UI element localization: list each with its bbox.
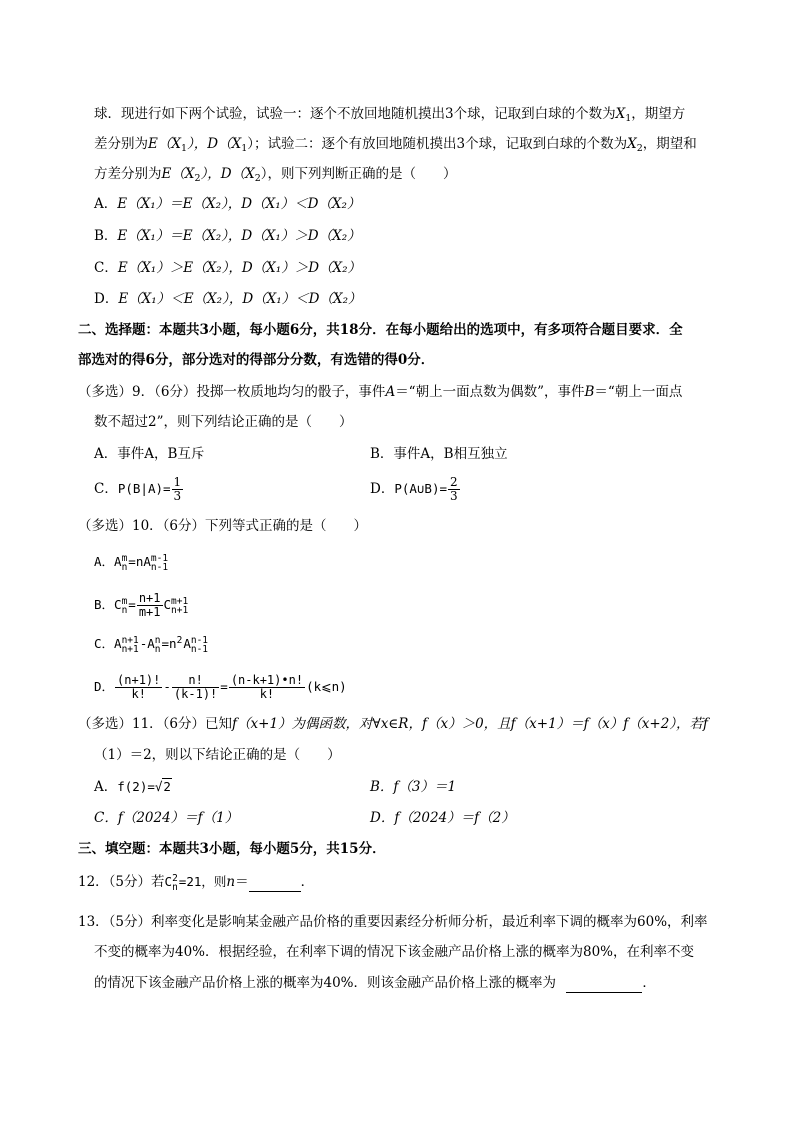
q12-end: ． — [300, 874, 315, 890]
option-label: B． — [94, 228, 118, 244]
q8-var: X — [615, 106, 626, 122]
q8-option-b[interactable] — [94, 226, 361, 246]
q10-b-comb — [114, 595, 127, 615]
q10-c-perm3 — [183, 634, 208, 654]
q8-l3b: E（X — [161, 166, 195, 182]
q8-l2-var: X — [627, 136, 637, 152]
q8-l2-sub1: 1 — [180, 143, 188, 154]
power-exponent: 2 — [176, 634, 183, 646]
perm-symbol: A — [114, 636, 122, 651]
q9-c-fraction — [172, 476, 184, 503]
q8-line2 — [94, 134, 697, 159]
q8-l2c: ），D（X — [187, 136, 242, 152]
q9-l1c: ＝“朝上一面点 — [594, 384, 683, 400]
comb-sup: m+1 — [171, 595, 189, 607]
perm-sub: n — [154, 643, 161, 655]
q8-option-c[interactable] — [94, 258, 361, 278]
q9-option-c[interactable] — [94, 476, 184, 503]
q10-d-fraction3 — [229, 674, 305, 701]
q9-d-expr: P(A∪B)= — [394, 481, 448, 496]
q12-eq: =21，则 — [178, 874, 227, 889]
q9-option-a[interactable]: A．事件A，B互斥 — [94, 446, 205, 462]
q9-event-a: A — [385, 384, 396, 400]
q8-option-a[interactable] — [94, 194, 360, 214]
sqrt-argument: 2 — [163, 779, 171, 794]
q9-l1a: （多选）9．（6分）投掷一枚质地均匀的骰子，事件 — [78, 384, 386, 400]
perm-sup: n — [154, 634, 161, 646]
q8-l3-sub1: 2 — [194, 173, 201, 184]
fraction-denominator: m+1 — [138, 605, 161, 619]
q11-option-a[interactable] — [94, 777, 172, 797]
comb-symbol: C — [114, 597, 122, 612]
comb-sub: n+1 — [171, 604, 189, 616]
q11-a-text: f(2)= — [117, 779, 155, 794]
q10-d-eq: = — [220, 679, 228, 694]
option-label: C． — [94, 260, 118, 276]
sqrt-sign: √ — [154, 779, 163, 794]
fraction-numerator: 1 — [173, 475, 182, 489]
q12-line — [78, 872, 314, 892]
comb-sup: m — [121, 595, 128, 607]
q8-l2d: ）；试验二：逐个有放回地随机摸出3个球，记取到白球的个数为 — [247, 136, 628, 152]
perm-sub: n — [121, 561, 128, 573]
q8-line1-tail: ，期望方 — [631, 106, 686, 122]
q12-equals: ＝ — [235, 874, 249, 890]
q12-prefix: 12．（5分）若 — [78, 874, 165, 890]
q11-line2: （1）＝2，则以下结论正确的是（ ） — [94, 747, 341, 763]
comb-sub: n — [121, 604, 128, 616]
option-label: A． — [94, 554, 115, 569]
option-label: D． — [370, 481, 395, 497]
q13-answer-blank[interactable] — [566, 978, 642, 993]
q8-l2-sub2: 1 — [241, 143, 248, 154]
q10-a-perm — [114, 552, 127, 572]
option-text: E（X₁）＞E（X₂），D（X₁）＞D（X₂） — [117, 260, 362, 276]
q10-option-a[interactable] — [94, 552, 169, 572]
comb-symbol: C — [163, 597, 172, 612]
q9-event-b: B — [584, 384, 595, 400]
perm-sup: n-1 — [190, 634, 209, 646]
q10-c-power — [177, 634, 183, 654]
q10-c-mid: -A — [139, 636, 155, 651]
q13-line2: 不变的概率为40%．根据经验，在利率下调的情况下该金融产品价格上涨的概率为80%，在利率不变 — [94, 944, 695, 960]
perm-sup: m-1 — [150, 552, 169, 564]
q8-l3-sub2: 2 — [254, 173, 261, 184]
perm-sub: n-1 — [150, 561, 169, 573]
q13-end: ． — [642, 975, 656, 991]
perm-symbol: A — [183, 636, 191, 651]
fraction-numerator: (n+1)! — [117, 673, 161, 687]
q9-l1b: ＝“朝上一面点数为偶数”，事件 — [395, 384, 585, 400]
fraction-denominator: k! — [259, 687, 275, 701]
comb-sup: 2 — [172, 872, 178, 884]
q10-d-minus: - — [163, 679, 171, 694]
fraction-denominator: 3 — [450, 489, 458, 503]
fraction-numerator: n+1 — [138, 591, 161, 605]
option-label: A． — [94, 779, 118, 795]
q10-c-eq: =n — [161, 636, 177, 651]
q11-option-d[interactable]: D．f（2024）＝f（2） — [370, 810, 515, 826]
option-text: E（X₁）＝E（X₂），D（X₁）＜D（X₂） — [117, 196, 361, 212]
q8-l2a: 差分别为 — [94, 136, 148, 152]
option-label: C． — [94, 636, 115, 651]
q8-l2e: ，期望和 — [642, 136, 697, 152]
q8-line1 — [94, 104, 685, 129]
section2-heading-line2: 部选对的得6分，部分选对的得部分分数，有选错的得0分． — [78, 352, 435, 368]
q10-a-perm2 — [151, 552, 168, 572]
q8-l3d: ），则下列判断正确的是（ ） — [260, 166, 457, 182]
perm-sup: m — [121, 552, 128, 564]
perm-sub: n+1 — [121, 643, 139, 655]
q9-d-fraction — [448, 476, 460, 503]
perm-sub: n-1 — [190, 643, 209, 655]
q13-line3 — [94, 973, 656, 993]
q8-sub: 1 — [625, 113, 632, 124]
q10-c-perm2 — [155, 634, 161, 654]
q9-option-b[interactable]: B．事件A，B相互独立 — [370, 446, 508, 462]
q8-l2-sub3: 2 — [636, 143, 643, 154]
fraction-denominator: 3 — [173, 489, 182, 503]
q13-line3-text: 的情况下该金融产品价格上涨的概率为40%．则该金融产品价格上涨的概率为 — [94, 975, 557, 991]
option-label: D． — [94, 679, 115, 694]
option-label: A． — [94, 196, 118, 212]
q8-option-d[interactable] — [94, 289, 362, 309]
option-text: E（X₁）＝E（X₂），D（X₁）＞D（X₂） — [117, 228, 361, 244]
section3-heading: 三、填空题：本题共3小题，每小题5分，共15分． — [78, 841, 386, 857]
q10-a-mid: =nA — [128, 554, 151, 569]
comb-symbol: C — [164, 874, 173, 889]
q10-stem: （多选）10．（6分）下列等式正确的是（ ） — [78, 518, 368, 534]
q9-c-expr: P(B|A)= — [117, 481, 171, 496]
q10-option-b[interactable] — [94, 592, 189, 619]
q11-line1 — [78, 714, 708, 734]
q9-line2: 数不超过2”，则下列结论正确的是（ ） — [94, 414, 353, 430]
q10-d-fraction1 — [115, 674, 162, 701]
q8-line1-text: 球．现进行如下两个试验，试验一：逐个不放回地随机摸出3个球，记取到白球的个数为 — [94, 106, 616, 122]
q11-option-b[interactable]: B．f（3）＝1 — [370, 779, 457, 795]
fraction-numerator: (n-k+1)•n! — [230, 673, 304, 687]
fraction-denominator: k! — [131, 687, 146, 701]
q9-option-d[interactable] — [370, 476, 461, 503]
q10-d-condition: (k⩽n) — [306, 679, 347, 694]
q11-l1a: （多选）11．（6分）已知 — [78, 716, 233, 732]
fraction-denominator: (k-1)! — [173, 687, 218, 701]
q10-b-fraction — [137, 592, 163, 619]
q10-c-perm1 — [114, 634, 139, 654]
q8-l3c: ），D（X — [200, 166, 255, 182]
q10-b-comb2 — [164, 595, 189, 615]
fraction-numerator: 2 — [450, 475, 458, 489]
q12-var: n — [226, 874, 236, 890]
q13-line1: 13．（5分）利率变化是影响某金融产品价格的重要因素经分析师分析，最近利率下调的概率为60%，利率 — [78, 914, 708, 930]
q12-comb — [165, 872, 178, 892]
q10-option-c[interactable] — [94, 634, 209, 654]
perm-sup: n+1 — [121, 634, 139, 646]
option-label: C． — [94, 481, 118, 497]
perm-symbol: A — [114, 554, 122, 569]
q10-b-eq: = — [128, 597, 136, 612]
option-text: E（X₁）＜E（X₂），D（X₁）＜D（X₂） — [118, 291, 362, 307]
q8-l3a: 方差分别为 — [94, 166, 162, 182]
q9-line1 — [78, 382, 682, 402]
fraction-numerator: n! — [172, 674, 219, 688]
q12-answer-blank[interactable] — [249, 877, 301, 892]
q11-l1b: f（x+1）为偶函数，对∀x∈R，f（x）＞0，且f（x+1）＝f（x）f（x+2），若f — [232, 716, 709, 732]
q8-line3 — [94, 164, 457, 189]
q10-option-d[interactable] — [94, 674, 347, 701]
section2-heading-line1: 二、选择题：本题共3小题，每小题6分，共18分．在每小题给出的选项中，有多项符合题目要求．全 — [78, 322, 683, 338]
option-label: B． — [94, 597, 115, 612]
q10-d-fraction2 — [172, 674, 219, 701]
q11-option-c[interactable]: C．f（2024）＝f（1） — [94, 810, 239, 826]
q8-l2b: E（X — [148, 136, 181, 152]
comb-sub: n — [172, 881, 178, 893]
option-label: D． — [94, 291, 119, 307]
